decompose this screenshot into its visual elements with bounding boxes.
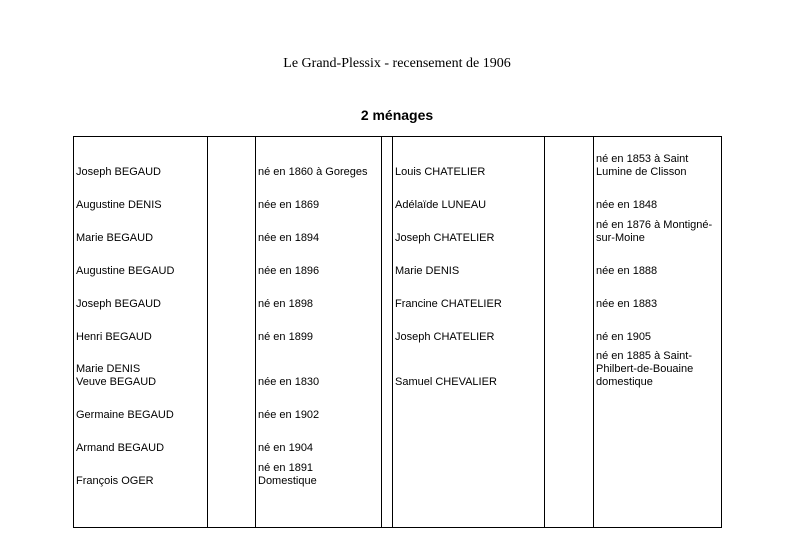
table-row <box>74 458 722 491</box>
blank-cell <box>545 392 594 425</box>
name-cell <box>393 491 545 528</box>
name-cell: François OGER <box>74 458 208 491</box>
name-cell: Joseph BEGAUD <box>74 137 208 183</box>
birth-cell: né en 1904 <box>256 425 382 458</box>
separator-cell <box>382 182 393 215</box>
separator-cell <box>382 458 393 491</box>
birth-cell: né en 1876 à Montigné- sur-Moine <box>594 215 722 248</box>
separator-cell <box>382 347 393 392</box>
birth-cell: née en 1894 <box>256 215 382 248</box>
table-row <box>74 491 722 528</box>
table-row <box>74 182 722 215</box>
households-subtitle: 2 ménages <box>360 107 434 123</box>
blank-cell <box>545 182 594 215</box>
page-title: Le Grand-Plessix - recensement de 1906 <box>283 56 511 71</box>
birth-cell <box>594 392 722 425</box>
birth-cell: née en 1869 <box>256 182 382 215</box>
separator-cell <box>382 314 393 347</box>
name-cell: Marie BEGAUD <box>74 215 208 248</box>
birth-cell: né en 1905 <box>594 314 722 347</box>
table-row <box>74 248 722 281</box>
table-row <box>74 425 722 458</box>
separator-cell <box>382 137 393 183</box>
birth-cell <box>256 491 382 528</box>
blank-cell <box>208 215 256 248</box>
birth-cell: née en 1830 <box>256 347 382 392</box>
birth-cell: né en 1898 <box>256 281 382 314</box>
blank-cell <box>208 491 256 528</box>
name-cell: Augustine BEGAUD <box>74 248 208 281</box>
birth-cell: née en 1902 <box>256 392 382 425</box>
blank-cell <box>208 137 256 183</box>
blank-cell <box>208 392 256 425</box>
separator-cell <box>382 491 393 528</box>
birth-cell: né en 1860 à Goreges <box>256 137 382 183</box>
blank-cell <box>545 281 594 314</box>
name-cell: Samuel CHEVALIER <box>393 347 545 392</box>
birth-cell: née en 1888 <box>594 248 722 281</box>
blank-cell <box>208 314 256 347</box>
name-cell: Marie DENIS Veuve BEGAUD <box>74 347 208 392</box>
blank-cell <box>545 137 594 183</box>
birth-cell: né en 1899 <box>256 314 382 347</box>
name-cell: Adélaïde LUNEAU <box>393 182 545 215</box>
name-cell: Joseph CHATELIER <box>393 215 545 248</box>
separator-cell <box>382 392 393 425</box>
name-cell: Armand BEGAUD <box>74 425 208 458</box>
name-cell <box>74 491 208 528</box>
blank-cell <box>208 347 256 392</box>
table-row <box>74 215 722 248</box>
blank-cell <box>545 248 594 281</box>
table-row <box>74 392 722 425</box>
blank-cell <box>208 458 256 491</box>
table-row <box>74 137 722 183</box>
blank-cell <box>545 458 594 491</box>
census-table <box>73 136 722 528</box>
birth-cell: né en 1885 à Saint- Philbert-de-Bouaine domestique <box>594 347 722 392</box>
name-cell: Joseph BEGAUD <box>74 281 208 314</box>
birth-cell: né en 1891 Domestique <box>256 458 382 491</box>
blank-cell <box>208 182 256 215</box>
birth-cell: née en 1896 <box>256 248 382 281</box>
birth-cell: née en 1883 <box>594 281 722 314</box>
birth-cell <box>594 425 722 458</box>
name-cell: Louis CHATELIER <box>393 137 545 183</box>
birth-cell: née en 1848 <box>594 182 722 215</box>
blank-cell <box>208 425 256 458</box>
name-cell <box>393 425 545 458</box>
name-cell: Germaine BEGAUD <box>74 392 208 425</box>
table-row <box>74 281 722 314</box>
name-cell <box>393 458 545 491</box>
name-cell: Henri BEGAUD <box>74 314 208 347</box>
separator-cell <box>382 248 393 281</box>
blank-cell <box>545 347 594 392</box>
name-cell: Augustine DENIS <box>74 182 208 215</box>
birth-cell <box>594 458 722 491</box>
separator-cell <box>382 281 393 314</box>
blank-cell <box>208 248 256 281</box>
blank-cell <box>545 215 594 248</box>
birth-cell <box>594 491 722 528</box>
separator-cell <box>382 425 393 458</box>
blank-cell <box>208 281 256 314</box>
table-row <box>74 314 722 347</box>
name-cell <box>393 392 545 425</box>
name-cell: Joseph CHATELIER <box>393 314 545 347</box>
blank-cell <box>545 425 594 458</box>
table-row <box>74 347 722 392</box>
birth-cell: né en 1853 à Saint Lumine de Clisson <box>594 137 722 183</box>
separator-cell <box>382 215 393 248</box>
name-cell: Marie DENIS <box>393 248 545 281</box>
blank-cell <box>545 491 594 528</box>
name-cell: Francine CHATELIER <box>393 281 545 314</box>
blank-cell <box>545 314 594 347</box>
